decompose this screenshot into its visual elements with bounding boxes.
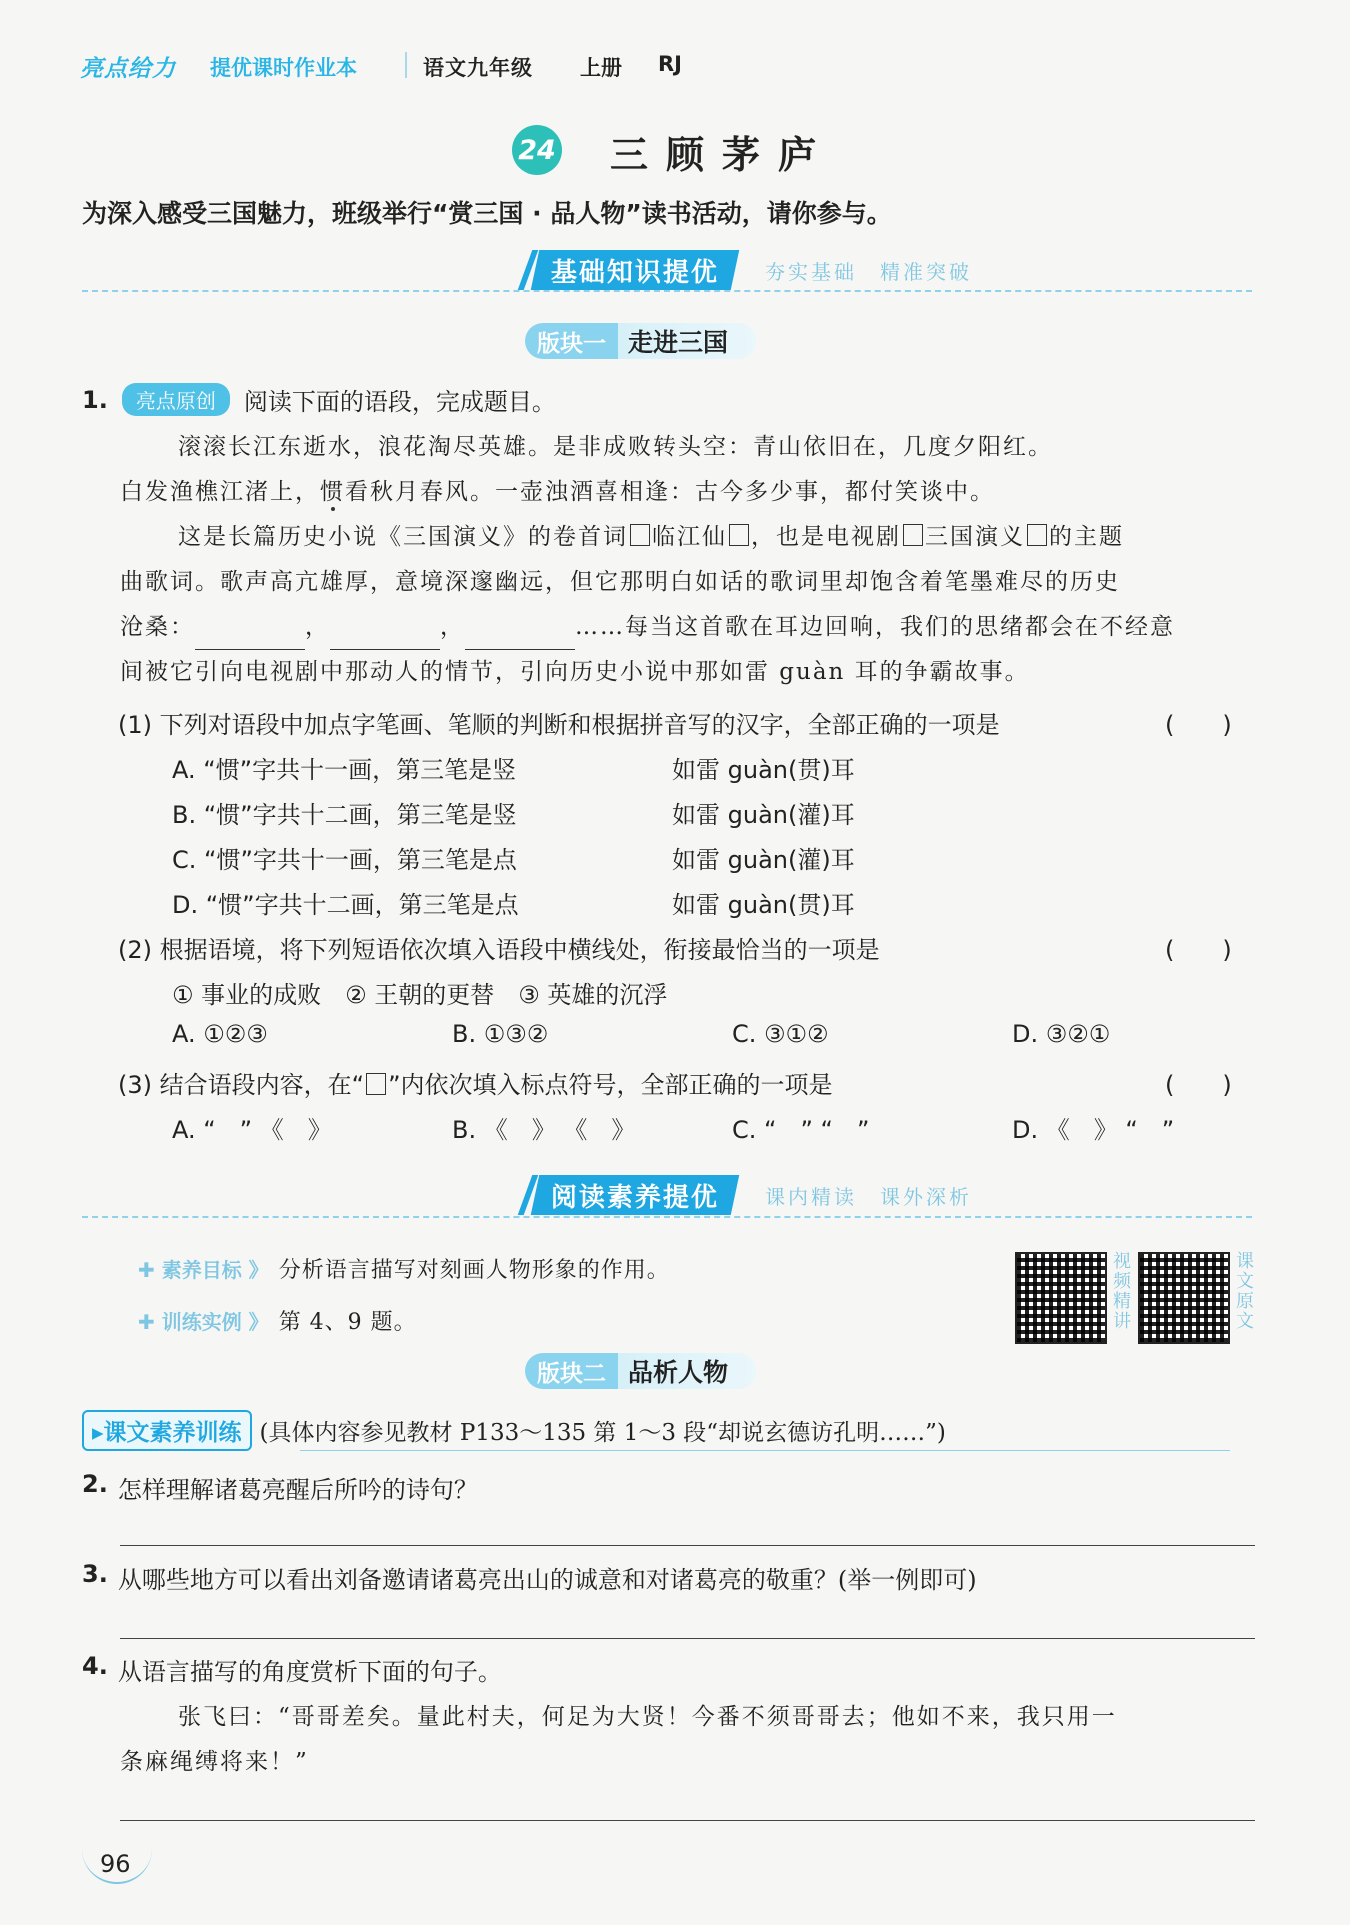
option-b-word: 如雷 guàn(灌)耳 (672, 801, 855, 829)
option-a[interactable]: A. “ ” 《 》 (172, 1116, 332, 1144)
section-label: 阅读素养提优 (551, 1182, 720, 1213)
goal-text: 第 4、9 题。 (278, 1310, 417, 1335)
question-number: 2. (82, 1470, 108, 1498)
goal-text: 分析语言描写对刻画人物形象的作用。 (278, 1258, 670, 1283)
question-number: 3. (82, 1560, 108, 1588)
option-b[interactable]: B. ①③② (452, 1020, 549, 1048)
section-label: 基础知识提优 (551, 257, 720, 288)
block-heading-1 (525, 322, 756, 360)
section-tag: 夯实基础 精准突破 (765, 259, 973, 284)
answer-line[interactable] (120, 1820, 1255, 1821)
option-c[interactable]: C. “惯”字共十一画，第三笔是点 (172, 846, 517, 874)
punct-box[interactable] (903, 524, 923, 546)
phrase-list: ① 事业的成败 ② 王朝的更替 ③ 英雄的沉浮 (172, 981, 668, 1009)
block-name: 品析人物 (618, 1353, 756, 1389)
qr-code-icon[interactable] (1138, 1252, 1230, 1344)
option-d-word: 如雷 guàn(贯)耳 (672, 891, 855, 919)
qr-video[interactable] (1015, 1252, 1133, 1344)
question-4 (82, 1652, 502, 1687)
training-badge: ▸课文素养训练 (82, 1410, 252, 1451)
block-name: 走进三国 (618, 323, 756, 359)
intro-text: 为深入感受三国魅力，班级举行“赏三国 · 品人物”读书活动，请你参与。 (82, 199, 892, 228)
paragraph-line-1: 这是长篇历史小说《三国演义》的卷首词 临江仙 ，也是电视剧 三国演义 的主题 (178, 524, 1124, 550)
answer-line[interactable] (120, 1545, 1255, 1546)
answer-paren[interactable]: ( ) (1165, 1071, 1232, 1099)
poem-line-1: 滚滚长江东逝水，浪花淘尽英雄。是非成败转头空：青山依旧在，几度夕阳红。 (178, 434, 1053, 460)
question-number: 4. (82, 1652, 108, 1680)
punct-box[interactable] (1027, 524, 1047, 546)
option-c[interactable]: C. “ ” “ ” (732, 1116, 870, 1144)
block-pill: 版块二 (525, 1353, 618, 1389)
block-heading-2 (525, 1352, 756, 1390)
answer-paren[interactable]: ( ) (1165, 936, 1232, 964)
punct-box[interactable] (729, 524, 749, 546)
sub-question-2: (2) 根据语境，将下列短语依次填入语段中横线处，衔接最恰当的一项是 (118, 936, 880, 964)
lesson-title: 三顾茅庐 (610, 132, 835, 177)
option-b[interactable]: B. 《 》 《 》 (452, 1116, 636, 1144)
original-badge: 亮点原创 (122, 383, 230, 416)
page-number: 96 (100, 1850, 131, 1878)
block-pill: 版块一 (525, 323, 618, 359)
option-c-word: 如雷 guàn(灌)耳 (672, 846, 855, 874)
qr-label: 课文原文 (1236, 1251, 1254, 1332)
poem-line-2: 白发渔樵江渚上，惯看秋月春风。一壶浊酒喜相逢：古今多少事，都付笑谈中。 (120, 479, 995, 505)
book-title: 语文九年级 (423, 56, 533, 80)
sub-question-3: (3) 结合语段内容，在“ ”内依次填入标点符号，全部正确的一项是 (118, 1071, 833, 1099)
option-d[interactable]: D. 《 》 “ ” (1012, 1116, 1175, 1144)
paragraph-line-2: 曲歌词。歌声高亢雄厚，意境深邃幽远，但它那明白如话的歌词里却饱含着笔墨难尽的历史 (120, 569, 1120, 595)
edition-label: RJ (658, 52, 682, 76)
section-banner-reading (525, 1172, 972, 1218)
divider (300, 1450, 1230, 1451)
goal-row-2 (138, 1305, 417, 1336)
qr-text[interactable] (1138, 1252, 1256, 1344)
quote-line-1: 张飞曰：“哥哥差矣。量此村夫，何足为大贤！今番不须哥哥去；他如不来，我只用一 (178, 1704, 1117, 1730)
goal-row-1 (138, 1253, 670, 1284)
question-2 (82, 1470, 478, 1505)
paragraph-line-3: 沧桑： ， ， ……每当这首歌在耳边回响，我们的思绪都会在不经意 (120, 605, 1175, 650)
divider (82, 1216, 1252, 1218)
section-tag: 课内精读 课外深析 (765, 1184, 973, 1209)
option-b[interactable]: B. “惯”字共十二画，第三笔是竖 (172, 801, 517, 829)
option-d[interactable]: D. “惯”字共十二画，第三笔是点 (172, 891, 519, 919)
punct-box (366, 1073, 386, 1095)
dotted-char: 惯 (320, 479, 345, 505)
question-number: 1. (82, 385, 108, 414)
fill-blank[interactable] (195, 629, 305, 650)
paragraph-line-4: 间被它引向电视剧中那动人的情节，引向历史小说中那如雷 guàn 耳的争霸故事。 (120, 659, 1030, 685)
question-text: 怎样理解诸葛亮醒后所吟的诗句？ (117, 1476, 478, 1504)
sub-question-1: (1) 下列对语段中加点字笔画、笔顺的判断和根据拼音写的汉字，全部正确的一项是 (118, 711, 1000, 739)
question-1-header (82, 382, 556, 417)
training-header (82, 1410, 946, 1451)
option-d[interactable]: D. ③②① (1012, 1020, 1111, 1048)
option-a-word: 如雷 guàn(贯)耳 (672, 756, 855, 784)
fill-blank[interactable] (330, 629, 440, 650)
option-a[interactable]: A. “惯”字共十一画，第三笔是竖 (172, 756, 517, 784)
question-text: 从语言描写的角度赏析下面的句子。 (117, 1658, 502, 1686)
brand-logo: 亮点给力 (80, 56, 176, 82)
training-reference: (具体内容参见教材 P133～135 第 1～3 段“却说玄德访孔明……”) (259, 1420, 946, 1446)
goal-label: ✚ 训练实例 》 (138, 1310, 269, 1334)
series-title: 提优课时作业本 (210, 56, 357, 80)
qr-label: 视频精讲 (1113, 1251, 1131, 1332)
goal-label: ✚ 素养目标 》 (138, 1258, 269, 1282)
qr-code-icon[interactable] (1015, 1252, 1107, 1344)
question-prompt: 阅读下面的语段，完成题目。 (243, 388, 556, 416)
option-c[interactable]: C. ③①② (732, 1020, 829, 1048)
question-3 (82, 1560, 977, 1595)
volume-label: 上册 (580, 56, 622, 80)
divider (82, 290, 1252, 292)
question-text: 从哪些地方可以看出刘备邀请诸葛亮出山的诚意和对诸葛亮的敬重？(举一例即可) (117, 1566, 977, 1594)
header-divider (405, 52, 407, 78)
option-a[interactable]: A. ①②③ (172, 1020, 268, 1048)
fill-blank[interactable] (465, 629, 575, 650)
punct-box[interactable] (630, 524, 650, 546)
answer-line[interactable] (120, 1638, 1255, 1639)
lesson-number: 24 (512, 125, 562, 175)
section-banner-basic (525, 247, 972, 293)
quote-line-2: 条麻绳缚将来！” (120, 1749, 309, 1775)
answer-paren[interactable]: ( ) (1165, 711, 1232, 739)
